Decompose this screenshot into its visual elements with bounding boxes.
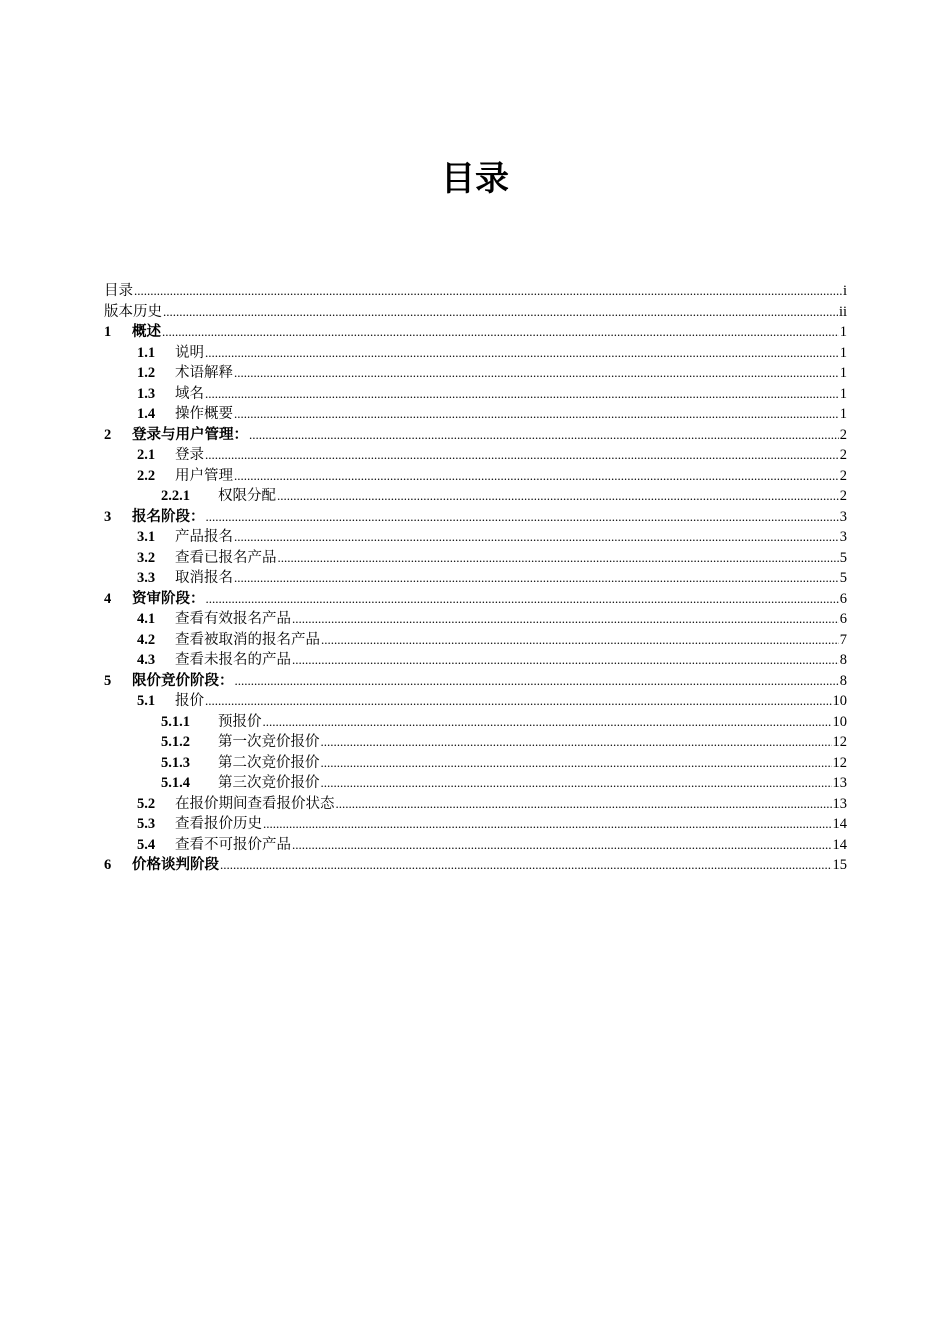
toc-page-number: 13 bbox=[832, 795, 847, 812]
toc-entry-title: 第一次竞价报价 bbox=[218, 734, 320, 750]
toc-entry[interactable] bbox=[104, 507, 847, 528]
toc-entry[interactable] bbox=[104, 835, 847, 856]
toc-entry-number: 5.1.1 bbox=[161, 713, 190, 730]
toc-dot-leader bbox=[163, 302, 838, 323]
toc-dot-leader bbox=[321, 732, 832, 753]
toc-dot-leader bbox=[336, 794, 832, 815]
toc-entry[interactable] bbox=[104, 630, 847, 651]
toc-page-number: 6 bbox=[839, 590, 847, 607]
toc-entry-number: 1.1 bbox=[137, 344, 156, 361]
toc-entry[interactable] bbox=[104, 281, 847, 302]
toc-entry-number: 5.4 bbox=[137, 836, 156, 853]
toc-entry-title: 报价 bbox=[175, 693, 204, 709]
toc-entry-title: 查看已报名产品 bbox=[175, 549, 277, 566]
toc-dot-leader bbox=[220, 855, 832, 876]
toc-entry-number: 1.2 bbox=[137, 365, 156, 381]
toc-dot-leader bbox=[249, 425, 839, 446]
toc-page-number: 1 bbox=[839, 406, 847, 422]
toc-entry[interactable] bbox=[104, 855, 847, 876]
toc-page-number: 3 bbox=[839, 508, 847, 525]
toc-entry-number: 5.1.2 bbox=[161, 734, 190, 750]
toc-page-number: i bbox=[842, 283, 847, 299]
toc-entry-title: 产品报名 bbox=[175, 529, 233, 545]
toc-entry-title: 查看有效报名产品 bbox=[175, 611, 291, 627]
toc-entry[interactable] bbox=[104, 691, 847, 712]
toc-page-number: 1 bbox=[839, 365, 847, 381]
toc-page-number: 15 bbox=[832, 857, 847, 873]
toc-entry-title: 查看不可报价产品 bbox=[175, 836, 291, 853]
toc-entry-title: 说明 bbox=[175, 344, 204, 361]
toc-entry-number: 3.2 bbox=[137, 549, 156, 566]
toc-entry-title: 第二次竞价报价 bbox=[218, 754, 320, 771]
toc-entry[interactable] bbox=[104, 609, 847, 630]
toc-page-number: 12 bbox=[832, 734, 847, 750]
toc-entry-title: 预报价 bbox=[218, 713, 262, 730]
toc-entry-number: 5.1.3 bbox=[161, 754, 190, 771]
toc-entry[interactable] bbox=[104, 384, 847, 405]
toc-entry-title: 在报价期间查看报价状态 bbox=[175, 795, 335, 812]
toc-dot-leader bbox=[263, 712, 832, 733]
toc-page-number: 7 bbox=[839, 631, 847, 648]
toc-entry-title: 概述 bbox=[132, 324, 161, 340]
toc-dot-leader bbox=[205, 445, 839, 466]
toc-dot-leader bbox=[134, 281, 842, 302]
toc-entry-number: 5.3 bbox=[137, 816, 156, 832]
toc-entry-title: 资审阶段： bbox=[132, 590, 205, 607]
toc-page-number: 5 bbox=[839, 549, 847, 566]
toc-dot-leader bbox=[292, 609, 839, 630]
toc-page-number: 13 bbox=[832, 775, 847, 791]
toc-entry[interactable] bbox=[104, 322, 847, 343]
toc-page-number: 2 bbox=[839, 426, 847, 443]
toc-entry-number: 4.1 bbox=[137, 611, 156, 627]
toc-entry[interactable] bbox=[104, 589, 847, 610]
toc-dot-leader bbox=[234, 527, 839, 548]
toc-entry[interactable] bbox=[104, 794, 847, 815]
toc-page-number: 10 bbox=[832, 713, 847, 730]
toc-page-number: 12 bbox=[832, 754, 847, 771]
toc-entry-number: 2.2.1 bbox=[161, 488, 190, 504]
toc-entry[interactable] bbox=[104, 671, 847, 692]
toc-entry-title: 报名阶段： bbox=[132, 508, 205, 525]
toc-dot-leader bbox=[206, 589, 839, 610]
toc-entry-title: 版本历史 bbox=[104, 303, 162, 320]
toc-entry[interactable] bbox=[104, 732, 847, 753]
toc-dot-leader bbox=[292, 650, 839, 671]
toc-page-number: 5 bbox=[839, 570, 847, 586]
toc-page-number: 1 bbox=[839, 385, 847, 402]
toc-entry-title: 查看报价历史 bbox=[175, 816, 262, 832]
toc-entry-title: 登录 bbox=[175, 447, 204, 463]
toc-dot-leader bbox=[234, 404, 839, 425]
toc-dot-leader bbox=[321, 773, 832, 794]
toc-entry-number: 4.2 bbox=[137, 631, 156, 648]
toc-entry[interactable] bbox=[104, 466, 847, 487]
toc-entry-title: 域名 bbox=[175, 385, 204, 402]
toc-entry-number: 1.3 bbox=[137, 385, 156, 402]
toc-page-number: 1 bbox=[839, 344, 847, 361]
toc-dot-leader bbox=[278, 548, 839, 569]
toc-page-number: 2 bbox=[839, 467, 847, 484]
toc-entry[interactable] bbox=[104, 486, 847, 507]
toc-entry[interactable] bbox=[104, 568, 847, 589]
toc-entry[interactable] bbox=[104, 302, 847, 323]
toc-entry[interactable] bbox=[104, 814, 847, 835]
toc-entry[interactable] bbox=[104, 404, 847, 425]
toc-entry-number: 3.3 bbox=[137, 570, 156, 586]
toc-entry[interactable] bbox=[104, 445, 847, 466]
toc-page-number: ii bbox=[838, 303, 847, 320]
toc-entry-number: 4.3 bbox=[137, 652, 156, 668]
toc-entry-title: 取消报名 bbox=[175, 570, 233, 586]
toc-entry-number: 5 bbox=[104, 672, 112, 689]
toc-entry-number: 1.4 bbox=[137, 406, 156, 422]
toc-page-number: 14 bbox=[832, 836, 847, 853]
toc-page-number: 10 bbox=[832, 693, 847, 709]
toc-entry-title: 价格谈判阶段 bbox=[132, 857, 219, 873]
toc-page-number: 8 bbox=[839, 672, 847, 689]
toc-entry[interactable] bbox=[104, 650, 847, 671]
toc-page-number: 8 bbox=[839, 652, 847, 668]
toc-entry[interactable] bbox=[104, 343, 847, 364]
toc-page-number: 14 bbox=[832, 816, 847, 832]
toc-entry-number: 1 bbox=[104, 324, 112, 340]
toc-entry-title: 限价竞价阶段： bbox=[132, 672, 234, 689]
toc-entry[interactable] bbox=[104, 753, 847, 774]
toc-entry-number: 6 bbox=[104, 857, 112, 873]
toc-entry-title: 目录 bbox=[104, 283, 133, 299]
toc-entry-number: 2.1 bbox=[137, 447, 156, 463]
table-of-contents bbox=[104, 281, 847, 876]
toc-entry-number: 2 bbox=[104, 426, 112, 443]
toc-page-number: 3 bbox=[839, 529, 847, 545]
toc-entry-number: 3 bbox=[104, 508, 112, 525]
toc-page-number: 2 bbox=[839, 447, 847, 463]
toc-entry-title: 权限分配 bbox=[218, 488, 276, 504]
toc-dot-leader bbox=[321, 753, 832, 774]
toc-entry-title: 术语解释 bbox=[175, 365, 233, 381]
toc-entry[interactable] bbox=[104, 773, 847, 794]
toc-dot-leader bbox=[234, 568, 839, 589]
toc-dot-leader bbox=[263, 814, 832, 835]
toc-entry-title: 登录与用户管理： bbox=[132, 426, 248, 443]
toc-page-number: 2 bbox=[839, 488, 847, 504]
toc-dot-leader bbox=[162, 322, 839, 343]
toc-dot-leader bbox=[205, 343, 839, 364]
toc-entry-number: 5.1.4 bbox=[161, 775, 190, 791]
toc-entry-title: 用户管理 bbox=[175, 467, 233, 484]
toc-dot-leader bbox=[277, 486, 839, 507]
toc-entry-number: 3.1 bbox=[137, 529, 156, 545]
toc-entry-number: 5.1 bbox=[137, 693, 156, 709]
toc-entry-title: 操作概要 bbox=[175, 406, 233, 422]
toc-dot-leader bbox=[205, 384, 839, 405]
toc-entry-number: 5.2 bbox=[137, 795, 156, 812]
toc-entry[interactable] bbox=[104, 363, 847, 384]
toc-entry[interactable] bbox=[104, 712, 847, 733]
toc-dot-leader bbox=[321, 630, 839, 651]
toc-dot-leader bbox=[205, 691, 832, 712]
toc-page-number: 1 bbox=[839, 324, 847, 340]
toc-entry-number: 2.2 bbox=[137, 467, 156, 484]
toc-entry-title: 第三次竞价报价 bbox=[218, 775, 320, 791]
toc-entry[interactable] bbox=[104, 527, 847, 548]
toc-page-number: 6 bbox=[839, 611, 847, 627]
page-title: 目录 bbox=[441, 159, 509, 199]
toc-entry[interactable] bbox=[104, 425, 847, 446]
toc-entry[interactable] bbox=[104, 548, 847, 569]
toc-dot-leader bbox=[235, 671, 839, 692]
toc-dot-leader bbox=[234, 363, 839, 384]
toc-dot-leader bbox=[234, 466, 839, 487]
toc-entry-title: 查看被取消的报名产品 bbox=[175, 631, 320, 648]
toc-dot-leader bbox=[292, 835, 832, 856]
toc-entry-title: 查看未报名的产品 bbox=[175, 652, 291, 668]
toc-dot-leader bbox=[206, 507, 839, 528]
toc-entry-number: 4 bbox=[104, 590, 112, 607]
